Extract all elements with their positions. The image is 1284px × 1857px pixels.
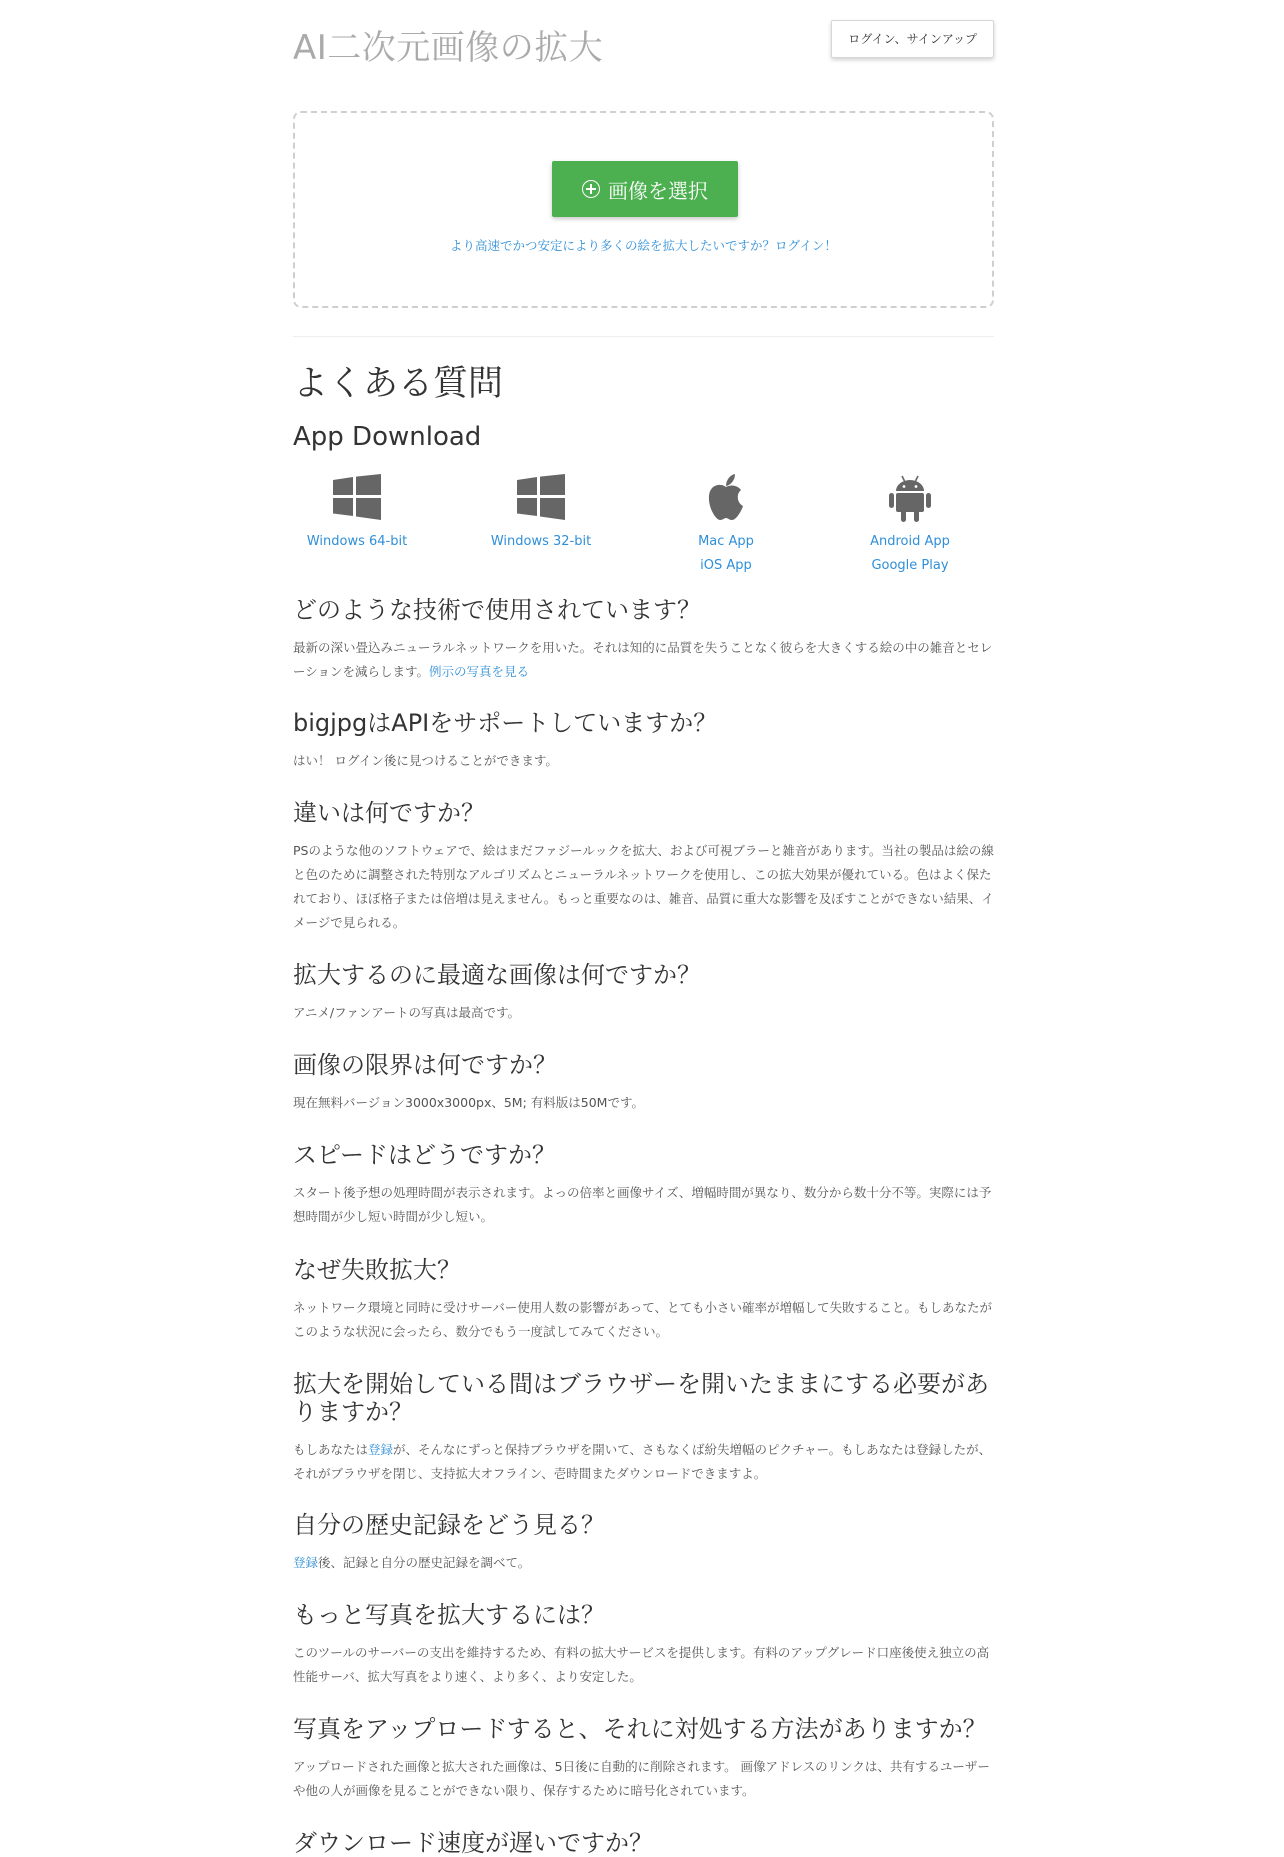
faq-question: bigjpgはAPIをサポートしていますか？ [293, 709, 718, 737]
faq-answer: 登録後、記録と自分の歴史記録を調べて。 [293, 1555, 531, 1570]
faq-item-technology [293, 596, 994, 684]
faq-item-speed [293, 1141, 994, 1229]
apple-icon [706, 474, 746, 522]
faq-question: どのような技術で使用されています？ [293, 596, 701, 624]
register-link[interactable]: 登録 [368, 1442, 394, 1457]
app-download-title: App Download [293, 422, 482, 452]
windows-icon [333, 474, 381, 520]
faq-title: よくある質問 [293, 364, 504, 404]
faq-answer: スタート後予想の処理時間が表示されます。よっの倍率と画像サイズ、増幅時間が異なり、数分から数十分不等。実際には予想時間が少し短い時間が少し短い。 [293, 1185, 992, 1224]
app-windows-32 [466, 474, 616, 554]
faq-question: なぜ失敗拡大？ [293, 1256, 461, 1284]
faq-item-difference [293, 799, 994, 935]
register-link[interactable]: 登録 [293, 1555, 319, 1570]
faq-answer: もしあなたは登録が、そんなにずっと保持ブラウザを開いて、さもなくば紛失増幅のピクチャー。もしあなたは登録したが、それがブラウザを閉じ、支持拡大オフライン、壱時間またダウンロードできますよ。 [293, 1442, 992, 1481]
windows-icon [517, 474, 565, 520]
faq-item-best-images [293, 961, 994, 1025]
faq-item-keep-browser-open [293, 1370, 994, 1486]
faq-question: もっと写真を拡大するには？ [293, 1601, 605, 1629]
faq-item-failure [293, 1256, 994, 1344]
faq-answer: はい！ ログイン後に見つけることができます。 [293, 753, 558, 768]
site-title: AI二次元画像の拡大 [293, 28, 604, 68]
app-windows-64 [282, 474, 432, 554]
app-download-list [293, 474, 1028, 584]
faq-item-more-photos [293, 1601, 994, 1689]
app-apple [651, 474, 801, 578]
login-signup-button[interactable]: ログイン、サインアップ [831, 20, 994, 58]
faq-question: 拡大を開始している間はブラウザーを開いたままにする必要がありますか？ [293, 1370, 989, 1426]
faq-question: 違いは何ですか？ [293, 799, 485, 827]
android-icon [889, 474, 931, 522]
faq-question: スピードはどうですか？ [293, 1141, 557, 1169]
faq-question: 拡大するのに最適な画像は何ですか？ [293, 961, 701, 989]
faq-question: 自分の歴史記録をどう見る？ [293, 1511, 605, 1539]
faq-item-uploaded-photos [293, 1715, 994, 1803]
header [293, 0, 994, 86]
faq-item-limits [293, 1051, 994, 1115]
main-container [293, 0, 994, 1857]
mac-app-link[interactable]: Mac App [698, 534, 754, 549]
windows-32-link[interactable]: Windows 32-bit [490, 534, 592, 549]
faq-answer: 現在無料バージョン3000x3000px、5M; 有料版は50Mです。 [293, 1095, 644, 1110]
select-image-button[interactable] [552, 161, 738, 217]
google-play-link[interactable]: Google Play [871, 558, 949, 573]
section-divider [293, 336, 994, 337]
app-android [835, 474, 985, 578]
ios-app-link[interactable]: iOS App [700, 558, 752, 573]
android-app-link[interactable]: Android App [870, 534, 950, 549]
example-photos-link[interactable]: 例示の写真を見る [429, 664, 530, 679]
plus-circle-icon [582, 180, 600, 198]
faq-question: 画像の限界は何ですか？ [293, 1051, 557, 1079]
windows-64-link[interactable]: Windows 64-bit [306, 534, 408, 549]
faq-answer: ネットワーク環境と同時に受けサーバー使用人数の影響があって、とても小さい確率が増幅して失敗すること。もしあなたがこのような状況に会ったら、数分でもう一度試してみてください。 [293, 1300, 993, 1339]
faq-item-history [293, 1511, 994, 1575]
faq-item-api [293, 709, 994, 773]
faq-question: ダウンロード速度が遅いですか？ [293, 1829, 653, 1857]
faq-answer: アップロードされた画像と拡大された画像は、5日後に自動的に削除されます。 画像アドレスのリンクは、共有するユーザーや他の人が画像を見ることができない限り、保存するために暗号化されています。 [293, 1759, 990, 1798]
login-hint-link[interactable]: より高速でかつ安定により多くの絵を拡大したいですか？ログイン！ [450, 238, 837, 253]
faq-answer: アニメ/ファンアートの写真は最高です。 [293, 1005, 520, 1020]
faq-question: 写真をアップロードすると、それに対処する方法がありますか？ [293, 1715, 987, 1743]
select-image-label: 画像を選択 [608, 178, 708, 203]
faq-answer: 最新の深い畳込みニューラルネットワークを用いた。それは知的に品質を失うことなく彼らを大きくする絵の中の雑音とセレーションを減らします。例示の写真を見る [293, 640, 993, 679]
faq-answer: PSのような他のソフトウェアで、絵はまだファジールックを拡大、および可視ブラーと雑音があります。当社の製品は絵の線と色のために調整された特別なアルゴリズムとニューラルネットワークを使用し、この拡大効果が優れている。色はよく保たれており、ほぼ格子または倍増は見えません。もっと重要なのは、雑音、品質に重大な影響を及ぼすことができない結果、イメージで見られる。 [293, 843, 994, 930]
upload-dropzone[interactable] [293, 111, 994, 308]
faq-item-download-speed [293, 1829, 994, 1857]
faq-answer: このツールのサーバーの支出を維持するため、有料の拡大サービスを提供します。有料のアップグレード口座後使え独立の高性能サーバ、拡大写真をより速く、より多く、より安定した。 [293, 1645, 990, 1684]
